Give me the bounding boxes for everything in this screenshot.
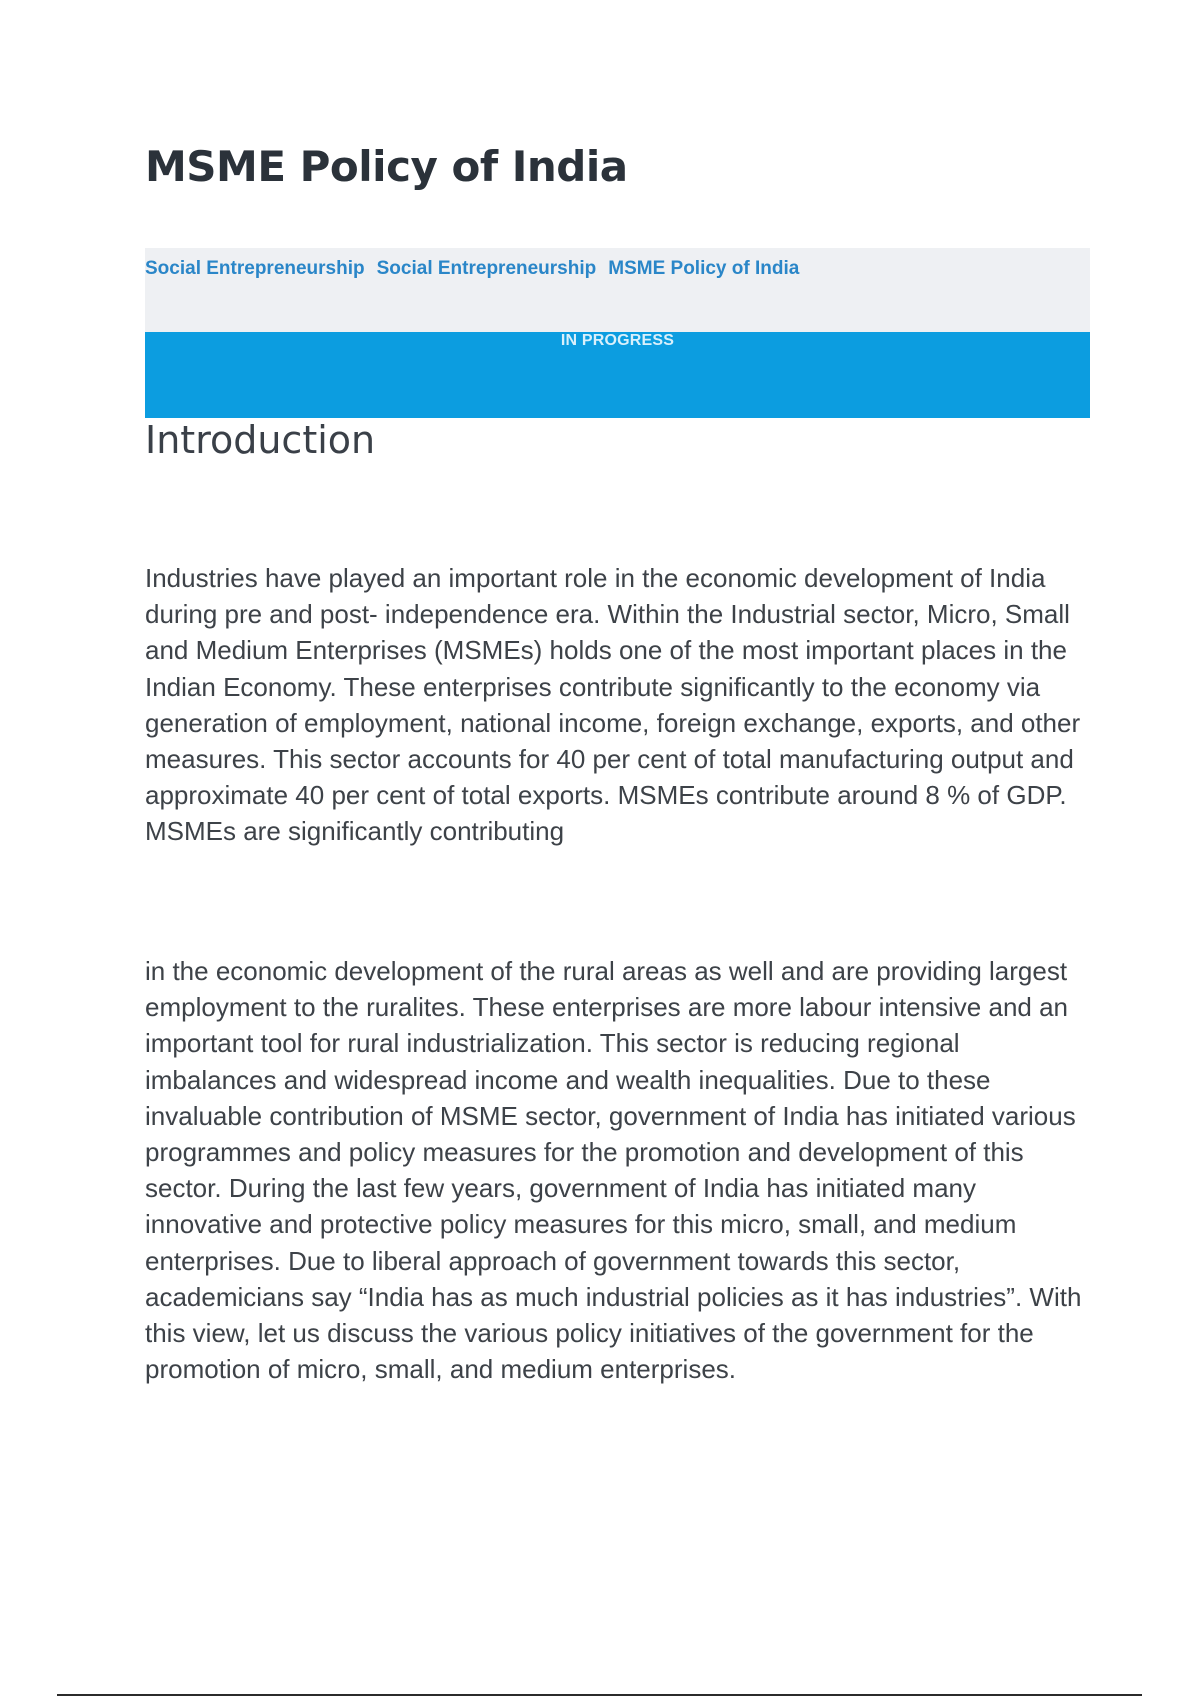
breadcrumb (145, 258, 799, 280)
section-heading: Introduction (145, 418, 376, 462)
page-title: MSME Policy of India (145, 142, 628, 191)
breadcrumb-item-current-page[interactable]: MSME Policy of India (608, 258, 800, 279)
breadcrumb-bar (145, 248, 1090, 332)
status-banner (145, 332, 1090, 418)
breadcrumb-item-social-entrepreneurship-2[interactable]: Social Entrepreneurship (376, 258, 597, 279)
body-paragraph: in the economic development of the rural areas as well and are providing largest employment to the ruralites. These enterprises are more labour intensive and an important tool for rural industrialization. This sector is reducing regional imbalances and widespread income and wealth inequalities. Due to these invaluable contribution of MSME sector, government of India has initiated various programmes and policy measures for the promotion and development of this sector. During the last few years, government of India has initiated many innovative and protective policy measures for this micro, small, and medium enterprises. Due to liberal approach of government towards this sector, academicians say “India has as much industrial policies as it has industries”. With this view, let us discuss the various policy initiatives of the government for the promotion of micro, small, and medium enterprises. (145, 956, 1082, 1385)
body-paragraph: Industries have played an important role in the economic development of India during pre and post- independence era. Within the Industrial sector, Micro, Small and Medium Enterprises (MSMEs) holds one of the most important places in the Indian Economy. These enterprises contribute significantly to the economy via generation of employment, national income, foreign exchange, exports, and other measures. This sector accounts for 40 per cent of total manufacturing output and approximate 40 per cent of total exports. MSMEs contribute around 8 % of GDP. MSMEs are significantly contributing (145, 563, 1081, 847)
footer-divider (57, 1694, 1142, 1696)
status-label: IN PROGRESS (560, 332, 675, 349)
breadcrumb-item-social-entrepreneurship[interactable]: Social Entrepreneurship (145, 258, 365, 279)
